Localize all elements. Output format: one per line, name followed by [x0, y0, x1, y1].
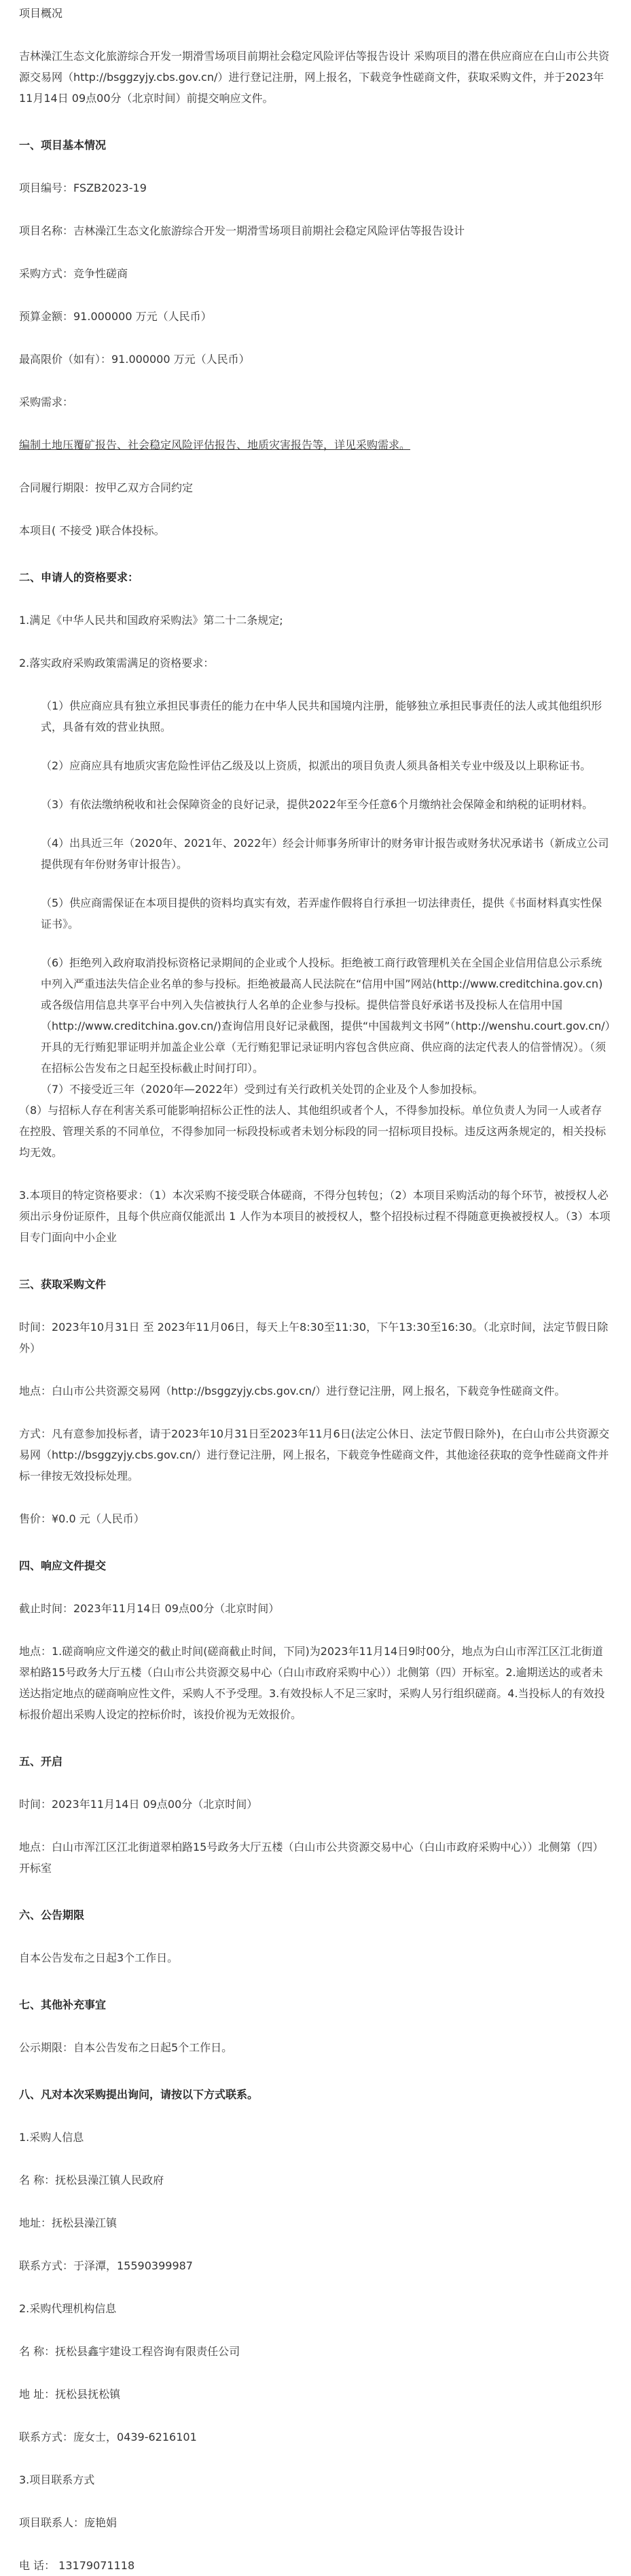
supplementary-note: 公示期限：自本公告发布之日起5个工作日。 [19, 2041, 233, 2054]
section-8-title: 八、凡对本次采购提出询问，请按以下方式联系。 [19, 2088, 259, 2101]
requirement-4: （4）出具近三年（2020年、2021年、2022年）经会计师事务所审计的财务审计报告或财务状况承诺书（新成立公司提供现有年份财务审计报告）。 [41, 837, 609, 871]
agency-name: 名 称：抚松县鑫宇建设工程咨询有限责任公司 [19, 2345, 240, 2358]
project-name: 项目名称：吉林澡江生态文化旅游综合开发一期滑雪场项目前期社会稳定风险评估等报告设计 [19, 224, 465, 237]
procurement-method: 采购方式：竞争性磋商 [19, 267, 128, 280]
buyer-contact: 联系方式：于泽潭，15590399987 [19, 2259, 193, 2272]
section-2-title: 二、申请人的资格要求： [19, 571, 139, 584]
demand-detail-link[interactable]: 编制土地压覆矿报告、社会稳定风险评估报告、地质灾害报告等，详见采购需求。 [19, 438, 411, 451]
section-3-title: 三、获取采购文件 [19, 1278, 107, 1291]
requirement-5: （5）供应商需保证在本项目提供的资料均真实有效，若弄虚作假将自行承担一切法律责任，提供《书面材料真实性保证书》。 [41, 897, 602, 930]
requirement-3: （3）有依法缴纳税收和社会保障资金的良好记录，提供2022年至今任意6个月缴纳社会保障金和纳税的证明材料。 [41, 798, 594, 811]
buyer-name: 名 称：抚松县澡江镇人民政府 [19, 2174, 164, 2187]
section-6-title: 六、公告期限 [19, 1909, 85, 1921]
opening-place: 地点：白山市浑江区江北街道翠柏路15号政务大厅五楼（白山市公共资源交易中心（白山市政府采购中心））北侧第（四）开标室 [19, 1841, 604, 1875]
obtain-method: 方式：凡有意参加投标者，请于2023年10月31日至2023年11月6日(法定公休日、法定节假日除外)，在白山市公共资源交易网（http://bsggzyjy.cbs.gov.cn/）进行登记注册，网上报名，下载竞争性磋商文件，其他途径获取的竞争性磋商文件并标一律按无效投标处理。 [19, 1427, 610, 1482]
submission-deadline: 截止时间：2023年11月14日 09点00分（北京时间） [19, 1602, 280, 1615]
demand-label: 采购需求： [19, 396, 74, 408]
project-contact-heading: 3.项目联系方式 [19, 2473, 95, 2486]
obtain-place: 地点：白山市公共资源交易网（http://bsggzyjy.cbs.gov.cn/）进行登记注册，网上报名，下载竞争性磋商文件。 [19, 1385, 566, 1397]
agency-heading: 2.采购代理机构信息 [19, 2302, 117, 2315]
contract-period: 合同履行期限：按甲乙双方合同约定 [19, 481, 194, 494]
announcement-period: 自本公告发布之日起3个工作日。 [19, 1951, 179, 1964]
buyer-address: 地址：抚松县澡江镇 [19, 2216, 118, 2229]
project-contact-person: 项目联系人：庞艳娟 [19, 2516, 118, 2529]
buyer-heading: 1.采购人信息 [19, 2131, 84, 2144]
section-7-title: 七、其他补充事宜 [19, 1998, 107, 2011]
consortium-note: 本项目( 不接受 )联合体投标。 [19, 524, 165, 537]
budget-amount: 预算金额：91.000000 万元（人民币） [19, 310, 212, 323]
document-price: 售价：¥0.0 元（人民币） [19, 1512, 145, 1525]
requirement-6: （6）拒绝列入政府取消投标资格记录期间的企业或个人投标。拒绝被工商行政管理机关在全国企业信用信息公示系统中列入严重违法失信企业名单的参与投标。拒绝被最高人民法院在“信用中国”网站(http://www.creditchina.gov.cn)或各级信用信息共享平台中列入失信被执行人名单的企业参与投标。提供信誉良好承诺书及投标人在信用中国（http://www.creditchina.gov.cn/)查询信用良好记录截图，提供“中国裁判文书网”（http://wenshu.court.gov.cn/）开具的无行贿犯罪证明并加盖企业公章（无行贿犯罪记录证明内容包含供应商、供应商的法定代表人的信誉情况）。（须在招标公告发布之日起至投标截止时间打印）。 [41, 956, 611, 1075]
qualification-item-1: 1.满足《中华人民共和国政府采购法》第二十二条规定; [19, 614, 283, 627]
requirement-7: （7）不接受近三年（2020年—2022年）受到过有关行政机关处罚的企业及个人参加投标。 [41, 1083, 484, 1096]
opening-time: 时间：2023年11月14日 09点00分（北京时间） [19, 1798, 258, 1811]
project-number: 项目编号：FSZB2023-19 [19, 181, 147, 194]
requirement-1: （1）供应商应具有独立承担民事责任的能力在中华人民共和国境内注册，能够独立承担民事责任的法人或其他组织形式，具备有效的营业执照。 [41, 699, 602, 733]
qualification-item-2: 2.落实政府采购政策需满足的资格要求： [19, 657, 215, 669]
requirement-8: （8）与招标人存在利害关系可能影响招标公正性的法人、其他组织或者个人，不得参加投标。单位负责人为同一人或者存在控股、管理关系的不同单位，不得参加同一标段投标或者未划分标段的同一招标项目投标。违反这两条规定的，相关投标均无效。 [19, 1104, 607, 1159]
agency-address: 地 址：抚松县抚松镇 [19, 2388, 121, 2401]
overview-summary: 吉林澡江生态文化旅游综合开发一期滑雪场项目前期社会稳定风险评估等报告设计 采购项目的潜在供应商应在白山市公共资源交易网（http://bsggzyjy.cbs.gov.cn/）进行登记注册，网上报名，下载竞争性磋商文件，获取采购文件，并于2023年11月14日 09点00分（北京时间）前提交响应文件。 [19, 50, 610, 105]
overview-title: 项目概况 [19, 7, 63, 20]
agency-contact: 联系方式：庞女士，0439-6216101 [19, 2431, 197, 2443]
submission-place: 地点：1.磋商响应文件递交的截止时间(磋商截止时间，下同)为2023年11月14日9时00分，地点为白山市浑江区江北街道翠柏路15号政务大厅五楼（白山市公共资源交易中心（白山市政府采购中心））北侧第（四）开标室。2.逾期送达的或者未送达指定地点的磋商响应性文件，采购人不予受理。3.有效投标人不足三家时，采购人另行组织磋商。4.当投标人的有效投标报价超出采购人设定的控标价时，该投价视为无效报价。 [19, 1645, 605, 1721]
section-1-title: 一、项目基本情况 [19, 139, 107, 152]
section-5-title: 五、开启 [19, 1755, 63, 1768]
requirement-2: （2）应商应具有地质灾害危险性评估乙级及以上资质，拟派出的项目负责人须具备相关专业中级及以上职称证书。 [41, 759, 592, 772]
max-price: 最高限价（如有）：91.000000 万元（人民币） [19, 353, 250, 366]
section-4-title: 四、响应文件提交 [19, 1559, 107, 1572]
obtain-time: 时间：2023年10月31日 至 2023年11月06日，每天上午8:30至11:30，下午13:30至16:30。（北京时间，法定节假日除外） [19, 1321, 609, 1355]
qualification-item-3: 3.本项目的特定资格要求：（1）本次采购不接受联合体磋商，不得分包转包；（2）本项目采购活动的每个环节，被授权人必须出示身份证原件，且每个供应商仅能派出 1 人作为本项目的被授权人，整个招投标过程不得随意更换被授权人。（3）本项目专门面向中小企业 [19, 1189, 611, 1244]
project-contact-phone: 电 话： 13179071118 [19, 2559, 135, 2572]
